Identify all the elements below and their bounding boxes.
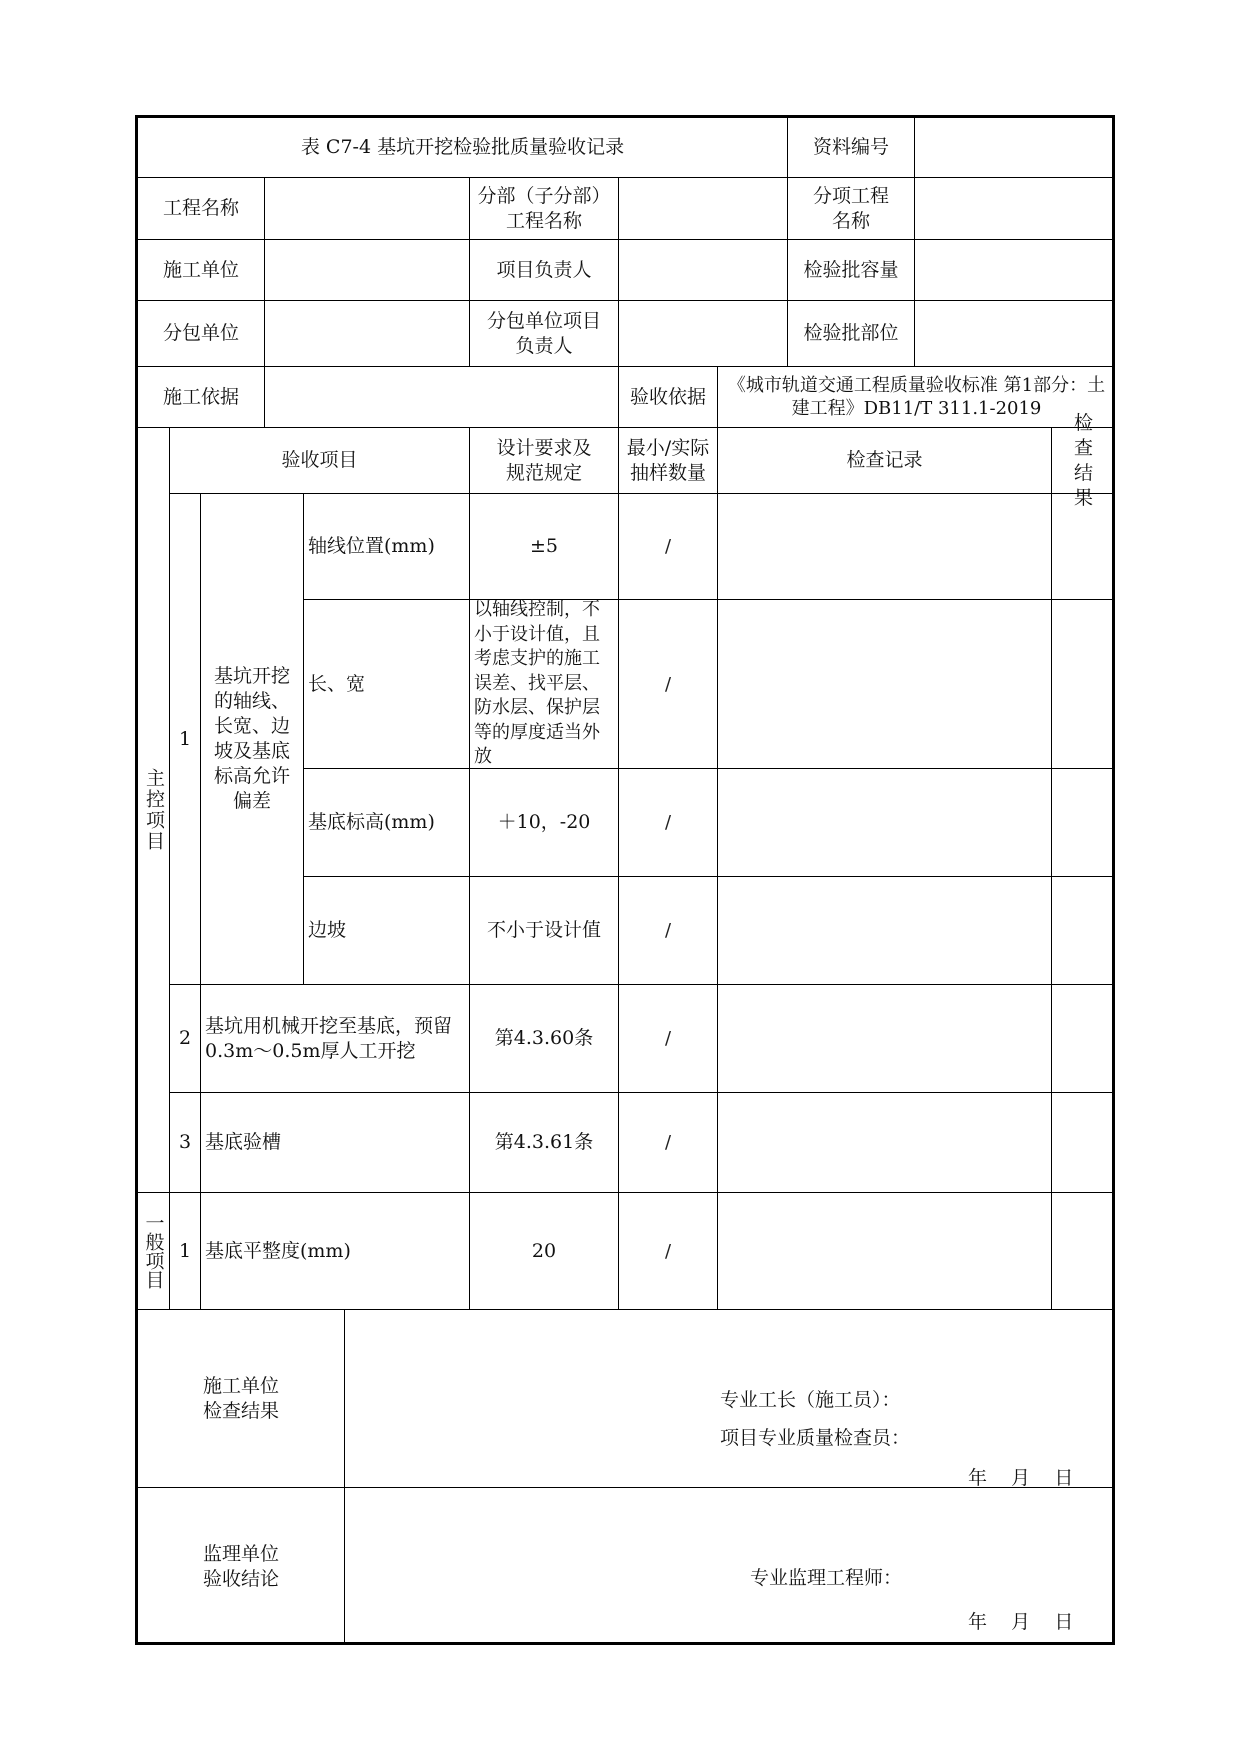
col-record-header: 检查记录 [718,428,1052,494]
item3-name: 基底验槽 [201,1093,470,1193]
constructor-field[interactable] [265,240,470,301]
item2-design: 第4.3.60条 [470,985,619,1093]
item2-no: 2 [170,985,201,1093]
sub-item-field[interactable] [915,178,1115,240]
sub-slope-record[interactable] [718,877,1052,985]
project-lead-label: 项目负责人 [470,240,619,301]
form-title: 表 C7-4 基坑开挖检验批质量验收记录 [138,118,788,178]
sub-division-field[interactable] [619,178,788,240]
sub-base-elevation-sample: / [619,769,718,877]
general-item1-design: 20 [470,1193,619,1310]
col-design-header: 设计要求及规范规定 [470,428,619,494]
project-lead-field[interactable] [619,240,788,301]
sub-item-label: 分项工程名称 [788,178,915,240]
main-control-cell [138,428,170,1193]
supervision-date: 年 月 日 [968,1611,1074,1633]
sub-length-width-sample: / [619,600,718,769]
general-item1-name: 基底平整度(mm) [201,1193,470,1310]
subcontractor-label: 分包单位 [138,301,265,367]
batch-location-field[interactable] [915,301,1115,367]
general-item1-record[interactable] [718,1193,1052,1310]
sub-length-width-record[interactable] [718,600,1052,769]
supervision-result-area[interactable] [345,1488,1115,1645]
item3-result[interactable] [1052,1093,1115,1193]
inspector-label: 项目专业质量检查员： [720,1427,911,1449]
sub-axis-design: ±5 [470,494,619,600]
sub-slope-sample: / [619,877,718,985]
sub-lead-label: 分包单位项目负责人 [470,301,619,367]
basis-label: 施工依据 [138,367,265,428]
general-cell [138,1193,170,1310]
batch-location-label: 检验批部位 [788,301,915,367]
sub-axis-record[interactable] [718,494,1052,600]
project-name-field[interactable] [265,178,470,240]
main-control-label: 主控项目 [143,768,165,852]
sub-slope-result[interactable] [1052,877,1115,985]
sub-lead-field[interactable] [619,301,788,367]
basis-field[interactable] [265,367,619,428]
sub-base-elevation-record[interactable] [718,769,1052,877]
general-item1-result[interactable] [1052,1193,1115,1310]
sub-base-elevation-result[interactable] [1052,769,1115,877]
general-item1-no: 1 [170,1193,201,1310]
acceptance-basis-value: 《城市轨道交通工程质量验收标准 第1部分：土建工程》DB11/T 311.1-2019 [718,367,1115,428]
item2-result[interactable] [1052,985,1115,1093]
general-label: 一般项目 [142,1213,165,1289]
engineer-label: 专业监理工程师： [750,1567,903,1589]
item3-record[interactable] [718,1093,1052,1193]
subcontractor-field[interactable] [265,301,470,367]
sub-length-width-result[interactable] [1052,600,1115,769]
sub-axis-sample: / [619,494,718,600]
sub-base-elevation-design: ＋10，-20 [470,769,619,877]
item3-sample: / [619,1093,718,1193]
acceptance-basis-label: 验收依据 [619,367,718,428]
col-sample-header: 最小/实际抽样数量 [619,428,718,494]
sub-base-elevation: 基底标高(mm) [304,769,470,877]
batch-capacity-field[interactable] [915,240,1115,301]
sub-axis-result[interactable] [1052,494,1115,600]
col-result-header: 检查结果 [1052,428,1115,494]
general-item1-sample: / [619,1193,718,1310]
doc-no-field[interactable] [915,118,1115,178]
sub-division-label: 分部（子分部）工程名称 [470,178,619,240]
construction-result-label: 施工单位检查结果 [138,1310,345,1488]
sub-axis-position: 轴线位置(mm) [304,494,470,600]
project-name-label: 工程名称 [138,178,265,240]
sub-length-width-design: 以轴线控制，不小于设计值，且考虑支护的施工误差、找平层、防水层、保护层等的厚度适当外放 [470,600,619,769]
item2-name: 基坑用机械开挖至基底，预留0.3m～0.5m厚人工开挖 [201,985,470,1093]
construction-date: 年 月 日 [968,1467,1074,1489]
doc-no-label: 资料编号 [788,118,915,178]
sub-slope-design: 不小于设计值 [470,877,619,985]
construction-result-area[interactable] [345,1310,1115,1488]
col-item-header: 验收项目 [170,428,470,494]
constructor-label: 施工单位 [138,240,265,301]
item2-record[interactable] [718,985,1052,1093]
batch-capacity-label: 检验批容量 [788,240,915,301]
item2-sample: / [619,985,718,1093]
item1-name: 基坑开挖的轴线、长宽、边坡及基底标高允许偏差 [201,494,304,985]
sub-length-width: 长、宽 [304,600,470,769]
item3-design: 第4.3.61条 [470,1093,619,1193]
sub-slope: 边坡 [304,877,470,985]
supervision-result-label: 监理单位验收结论 [138,1488,345,1645]
item3-no: 3 [170,1093,201,1193]
inspection-record-form [135,115,1115,1645]
item1-no: 1 [170,494,201,985]
foreman-label: 专业工长（施工员）： [720,1389,901,1411]
